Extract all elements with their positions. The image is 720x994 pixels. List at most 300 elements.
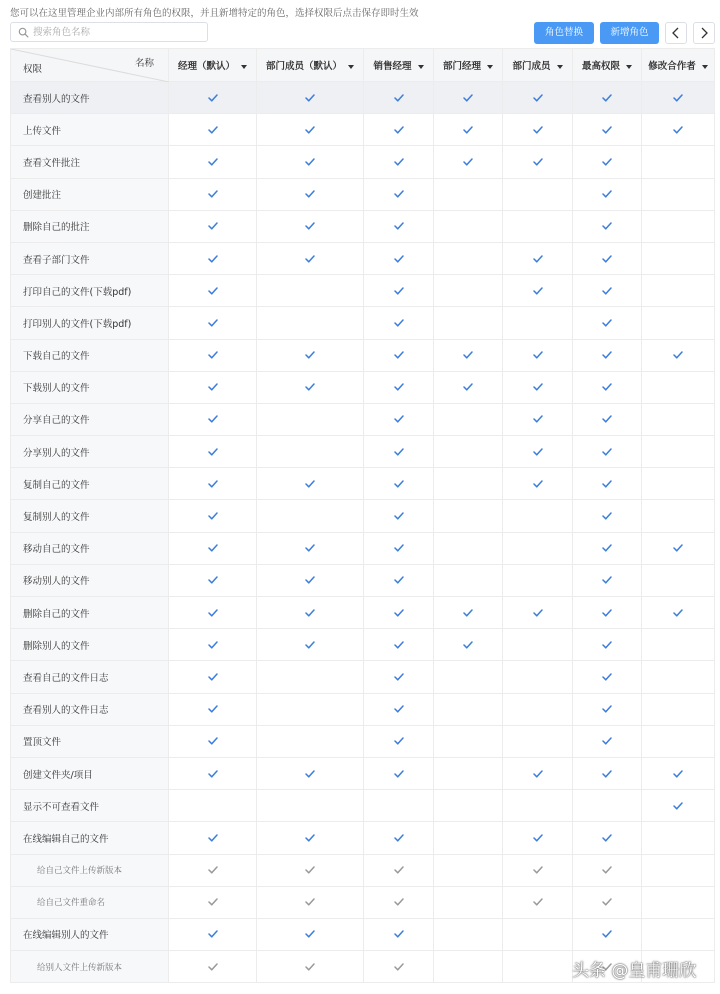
permission-cell[interactable] — [642, 564, 715, 596]
permission-cell[interactable] — [257, 146, 364, 178]
permission-cell[interactable] — [169, 532, 257, 564]
checkmark-icon — [463, 351, 473, 359]
permission-cell[interactable] — [257, 757, 364, 789]
permission-cell[interactable] — [364, 242, 434, 274]
permission-label: 下载别人的文件 — [11, 371, 169, 403]
permission-cell[interactable] — [169, 403, 257, 435]
permission-cell[interactable] — [257, 886, 364, 918]
permission-cell[interactable] — [257, 500, 364, 532]
permission-cell[interactable] — [364, 307, 434, 339]
permission-cell[interactable] — [642, 661, 715, 693]
permission-cell[interactable] — [573, 886, 642, 918]
checkmark-icon — [533, 898, 543, 906]
permission-cell[interactable] — [434, 468, 503, 500]
checkmark-icon — [208, 158, 218, 166]
permission-cell[interactable] — [169, 242, 257, 274]
permission-cell[interactable] — [573, 403, 642, 435]
permission-cell[interactable] — [503, 275, 573, 307]
permission-cell[interactable] — [169, 307, 257, 339]
permission-cell[interactable] — [364, 757, 434, 789]
permission-cell[interactable] — [503, 436, 573, 468]
checkmark-icon — [394, 448, 404, 456]
checkmark-icon — [533, 609, 543, 617]
permission-cell[interactable] — [257, 532, 364, 564]
permission-cell[interactable] — [169, 114, 257, 146]
permission-cell[interactable] — [573, 500, 642, 532]
checkmark-icon — [305, 576, 315, 584]
permission-cell[interactable] — [364, 822, 434, 854]
checkmark-icon — [602, 898, 612, 906]
permission-cell[interactable] — [503, 114, 573, 146]
table-row — [11, 725, 715, 757]
permission-cell[interactable] — [169, 693, 257, 725]
permission-cell[interactable] — [434, 371, 503, 403]
table-row — [11, 757, 715, 789]
permission-cell[interactable] — [169, 146, 257, 178]
permission-cell[interactable] — [434, 82, 503, 114]
permission-cell[interactable] — [434, 146, 503, 178]
permission-cell[interactable] — [257, 854, 364, 886]
permission-cell[interactable] — [257, 597, 364, 629]
permission-cell[interactable] — [642, 790, 715, 822]
permission-cell[interactable] — [169, 436, 257, 468]
checkmark-icon — [602, 512, 612, 520]
permission-cell[interactable] — [434, 403, 503, 435]
table-row — [11, 307, 715, 339]
permission-cell[interactable] — [364, 693, 434, 725]
permission-cell[interactable] — [257, 693, 364, 725]
checkmark-icon — [208, 576, 218, 584]
checkmark-icon — [208, 834, 218, 842]
permission-label: 分享别人的文件 — [11, 436, 169, 468]
role-header-0[interactable] — [169, 49, 257, 82]
checkmark-icon — [394, 126, 404, 134]
permission-cell[interactable] — [503, 178, 573, 210]
dropdown-caret-icon[interactable] — [626, 65, 632, 69]
permission-cell[interactable] — [434, 854, 503, 886]
checkmark-icon — [394, 866, 404, 874]
dropdown-caret-icon[interactable] — [557, 65, 563, 69]
permission-cell[interactable] — [503, 790, 573, 822]
permission-label: 在线编辑别人的文件 — [11, 918, 169, 950]
permission-cell[interactable] — [364, 500, 434, 532]
add-role-button[interactable]: 新增角色 — [600, 22, 659, 44]
permission-cell[interactable] — [642, 339, 715, 371]
permission-label: 复制自己的文件 — [11, 468, 169, 500]
permission-cell[interactable] — [169, 82, 257, 114]
permission-cell[interactable] — [573, 822, 642, 854]
permission-cell[interactable] — [257, 114, 364, 146]
permission-cell[interactable] — [434, 629, 503, 661]
permission-cell[interactable] — [573, 307, 642, 339]
dropdown-caret-icon[interactable] — [702, 65, 708, 69]
permission-cell[interactable] — [573, 854, 642, 886]
checkmark-icon — [305, 898, 315, 906]
permission-cell[interactable] — [364, 178, 434, 210]
checkmark-icon — [463, 158, 473, 166]
permission-cell[interactable] — [169, 661, 257, 693]
permission-cell[interactable] — [257, 371, 364, 403]
permission-cell[interactable] — [503, 757, 573, 789]
checkmark-icon — [305, 480, 315, 488]
permission-cell[interactable] — [169, 371, 257, 403]
permission-cell[interactable] — [503, 886, 573, 918]
switch-role-button[interactable]: 角色替换 — [534, 22, 594, 44]
permission-cell[interactable] — [642, 82, 715, 114]
checkmark-icon — [394, 770, 404, 778]
permission-cell[interactable] — [364, 532, 434, 564]
permission-cell[interactable] — [364, 951, 434, 983]
checkmark-icon — [208, 287, 218, 295]
permission-cell[interactable] — [434, 339, 503, 371]
table-row — [11, 339, 715, 371]
permission-cell[interactable] — [257, 339, 364, 371]
checkmark-icon — [305, 866, 315, 874]
permission-cell[interactable] — [503, 854, 573, 886]
dropdown-caret-icon[interactable] — [348, 65, 354, 69]
permission-cell[interactable] — [364, 564, 434, 596]
checkmark-icon — [305, 544, 315, 552]
checkmark-icon — [208, 383, 218, 391]
permission-cell[interactable] — [169, 886, 257, 918]
permission-cell[interactable] — [169, 918, 257, 950]
permission-cell[interactable] — [364, 597, 434, 629]
checkmark-icon — [208, 351, 218, 359]
checkmark-icon — [533, 94, 543, 102]
table-row — [11, 275, 715, 307]
permission-label: 复制别人的文件 — [11, 500, 169, 532]
permission-cell[interactable] — [573, 661, 642, 693]
table-row — [11, 82, 715, 114]
permission-cell[interactable] — [364, 275, 434, 307]
checkmark-icon — [394, 190, 404, 198]
permission-cell[interactable] — [642, 918, 715, 950]
permission-cell[interactable] — [169, 597, 257, 629]
checkmark-icon — [602, 94, 612, 102]
permission-cell[interactable] — [434, 307, 503, 339]
permission-cell[interactable] — [434, 951, 503, 983]
dropdown-caret-icon[interactable] — [418, 65, 424, 69]
permission-cell[interactable] — [169, 790, 257, 822]
permission-cell[interactable] — [257, 468, 364, 500]
checkmark-icon — [602, 834, 612, 842]
permission-cell[interactable] — [503, 725, 573, 757]
permission-cell[interactable] — [642, 725, 715, 757]
permission-cell[interactable] — [573, 210, 642, 242]
checkmark-icon — [463, 126, 473, 134]
permission-cell[interactable] — [434, 242, 503, 274]
permission-cell[interactable] — [503, 564, 573, 596]
permission-cell[interactable] — [503, 242, 573, 274]
checkmark-icon — [305, 351, 315, 359]
permission-cell[interactable] — [642, 114, 715, 146]
permission-cell[interactable] — [503, 403, 573, 435]
checkmark-icon — [394, 963, 404, 971]
chevron-right-icon — [699, 27, 709, 39]
permission-cell[interactable] — [642, 629, 715, 661]
table-row — [11, 146, 715, 178]
permission-cell[interactable] — [169, 468, 257, 500]
permission-cell[interactable] — [642, 275, 715, 307]
permission-cell[interactable] — [573, 757, 642, 789]
permission-cell[interactable] — [364, 371, 434, 403]
permission-cell[interactable] — [169, 275, 257, 307]
role-header-1[interactable] — [257, 49, 364, 82]
dropdown-caret-icon[interactable] — [241, 65, 247, 69]
checkmark-icon — [208, 480, 218, 488]
permission-cell[interactable] — [364, 790, 434, 822]
checkmark-icon — [208, 770, 218, 778]
permission-cell[interactable] — [434, 178, 503, 210]
permission-cell[interactable] — [257, 918, 364, 950]
permission-cell[interactable] — [573, 436, 642, 468]
permission-cell[interactable] — [364, 114, 434, 146]
permission-cell[interactable] — [642, 693, 715, 725]
permission-cell[interactable] — [573, 918, 642, 950]
permission-cell[interactable] — [573, 597, 642, 629]
permission-cell[interactable] — [169, 725, 257, 757]
permission-cell[interactable] — [642, 532, 715, 564]
permission-cell[interactable] — [364, 468, 434, 500]
table-row — [11, 661, 715, 693]
permission-cell[interactable] — [503, 210, 573, 242]
permission-cell[interactable] — [642, 500, 715, 532]
checkmark-icon — [602, 287, 612, 295]
role-header-6[interactable] — [642, 49, 715, 82]
permission-cell[interactable] — [642, 242, 715, 274]
permission-cell[interactable] — [364, 886, 434, 918]
permission-cell[interactable] — [434, 725, 503, 757]
checkmark-icon — [673, 609, 683, 617]
permission-cell[interactable] — [169, 757, 257, 789]
role-header-5[interactable] — [573, 49, 642, 82]
permission-cell[interactable] — [257, 564, 364, 596]
permission-label: 显示不可查看文件 — [11, 790, 169, 822]
permission-cell[interactable] — [642, 210, 715, 242]
permission-label: 给自己文件重命名 — [11, 886, 169, 918]
permission-cell[interactable] — [573, 468, 642, 500]
permission-cell[interactable] — [169, 951, 257, 983]
checkmark-icon — [208, 94, 218, 102]
permission-cell[interactable] — [503, 822, 573, 854]
permission-cell[interactable] — [642, 403, 715, 435]
permission-cell[interactable] — [434, 564, 503, 596]
permission-cell[interactable] — [503, 597, 573, 629]
role-name: 最高权限 — [581, 61, 620, 72]
permission-cell[interactable] — [257, 242, 364, 274]
permission-header-label: 权限 — [23, 64, 43, 75]
permission-cell[interactable] — [573, 693, 642, 725]
permission-cell[interactable] — [257, 436, 364, 468]
permission-cell[interactable] — [503, 146, 573, 178]
scroll-right-button[interactable] — [693, 22, 715, 44]
permission-cell[interactable] — [434, 886, 503, 918]
dropdown-caret-icon[interactable] — [487, 65, 493, 69]
permission-cell[interactable] — [642, 307, 715, 339]
permission-cell[interactable] — [257, 82, 364, 114]
permission-cell[interactable] — [364, 436, 434, 468]
table-row — [11, 597, 715, 629]
search-icon — [18, 27, 29, 38]
permission-cell[interactable] — [503, 339, 573, 371]
permission-cell[interactable] — [257, 178, 364, 210]
checkmark-icon — [305, 126, 315, 134]
permission-label: 删除自己的批注 — [11, 210, 169, 242]
permission-cell[interactable] — [434, 790, 503, 822]
permission-label: 查看子部门文件 — [11, 242, 169, 274]
permission-cell[interactable] — [434, 597, 503, 629]
permission-cell[interactable] — [573, 532, 642, 564]
permission-cell[interactable] — [169, 564, 257, 596]
permission-cell[interactable] — [573, 178, 642, 210]
permission-table-body — [11, 82, 715, 983]
permission-cell[interactable] — [364, 403, 434, 435]
permission-cell[interactable] — [364, 661, 434, 693]
permission-cell[interactable] — [642, 436, 715, 468]
permission-cell[interactable] — [503, 661, 573, 693]
checkmark-icon — [394, 351, 404, 359]
permission-cell[interactable] — [434, 210, 503, 242]
permission-cell[interactable] — [503, 629, 573, 661]
permission-cell[interactable] — [257, 951, 364, 983]
permission-cell[interactable] — [642, 822, 715, 854]
permission-cell[interactable] — [434, 661, 503, 693]
permission-cell[interactable] — [503, 500, 573, 532]
checkmark-icon — [533, 415, 543, 423]
permission-cell[interactable] — [503, 82, 573, 114]
checkmark-icon — [394, 383, 404, 391]
permission-cell[interactable] — [573, 146, 642, 178]
checkmark-icon — [208, 705, 218, 713]
permission-cell[interactable] — [364, 629, 434, 661]
permission-cell[interactable] — [364, 146, 434, 178]
permission-cell[interactable] — [503, 532, 573, 564]
permission-cell[interactable] — [169, 822, 257, 854]
checkmark-icon — [673, 770, 683, 778]
permission-cell[interactable] — [642, 468, 715, 500]
permission-cell[interactable] — [573, 275, 642, 307]
permission-cell[interactable] — [257, 275, 364, 307]
permission-cell[interactable] — [364, 918, 434, 950]
permission-cell[interactable] — [573, 725, 642, 757]
permission-cell[interactable] — [642, 178, 715, 210]
permission-cell[interactable] — [573, 629, 642, 661]
permission-cell[interactable] — [169, 178, 257, 210]
permission-cell[interactable] — [434, 500, 503, 532]
checkmark-icon — [602, 930, 612, 938]
permission-cell[interactable] — [503, 693, 573, 725]
role-header-2[interactable] — [364, 49, 434, 82]
permission-cell[interactable] — [257, 661, 364, 693]
permission-cell[interactable] — [503, 307, 573, 339]
permission-cell[interactable] — [257, 790, 364, 822]
role-header-4[interactable] — [503, 49, 573, 82]
permission-cell[interactable] — [257, 210, 364, 242]
checkmark-icon — [394, 319, 404, 327]
role-search-box[interactable] — [10, 22, 208, 42]
table-row — [11, 178, 715, 210]
permission-cell[interactable] — [642, 757, 715, 789]
permission-cell[interactable] — [364, 725, 434, 757]
permission-cell[interactable] — [169, 629, 257, 661]
permission-cell[interactable] — [364, 210, 434, 242]
permission-cell[interactable] — [434, 275, 503, 307]
permission-cell[interactable] — [434, 757, 503, 789]
permission-cell[interactable] — [503, 468, 573, 500]
permission-cell[interactable] — [257, 307, 364, 339]
table-row — [11, 790, 715, 822]
permission-cell[interactable] — [573, 242, 642, 274]
permission-cell[interactable] — [503, 371, 573, 403]
permission-cell[interactable] — [169, 339, 257, 371]
permission-cell[interactable] — [573, 371, 642, 403]
permission-cell[interactable] — [257, 403, 364, 435]
role-search-input[interactable] — [33, 24, 203, 40]
permission-cell[interactable] — [573, 564, 642, 596]
permission-cell[interactable] — [642, 371, 715, 403]
permission-cell[interactable] — [257, 725, 364, 757]
scroll-left-button[interactable] — [665, 22, 687, 44]
checkmark-icon — [602, 448, 612, 456]
permission-cell[interactable] — [434, 436, 503, 468]
checkmark-icon — [602, 866, 612, 874]
permission-cell[interactable] — [169, 500, 257, 532]
permission-cell[interactable] — [503, 951, 573, 983]
checkmark-icon — [533, 770, 543, 778]
permission-cell[interactable] — [364, 82, 434, 114]
checkmark-icon — [533, 351, 543, 359]
permission-cell[interactable] — [434, 822, 503, 854]
permission-cell[interactable] — [364, 339, 434, 371]
permission-cell[interactable] — [434, 693, 503, 725]
permission-cell[interactable] — [573, 790, 642, 822]
permission-cell[interactable] — [169, 854, 257, 886]
permission-cell[interactable] — [642, 886, 715, 918]
checkmark-icon — [533, 448, 543, 456]
table-row — [11, 854, 715, 886]
permission-cell[interactable] — [573, 339, 642, 371]
permission-cell[interactable] — [257, 629, 364, 661]
permission-cell[interactable] — [434, 918, 503, 950]
permission-label: 移动自己的文件 — [11, 532, 169, 564]
table-row — [11, 114, 715, 146]
checkmark-icon — [305, 770, 315, 778]
table-row — [11, 371, 715, 403]
checkmark-icon — [602, 319, 612, 327]
permission-cell[interactable] — [642, 597, 715, 629]
name-header-label: 名称 — [134, 58, 154, 69]
permission-cell[interactable] — [503, 918, 573, 950]
checkmark-icon — [394, 898, 404, 906]
permission-cell[interactable] — [573, 82, 642, 114]
permission-cell[interactable] — [573, 114, 642, 146]
checkmark-icon — [208, 415, 218, 423]
permission-cell[interactable] — [257, 822, 364, 854]
role-header-3[interactable] — [434, 49, 503, 82]
checkmark-icon — [394, 737, 404, 745]
permission-label: 给自己文件上传新版本 — [11, 854, 169, 886]
permission-cell[interactable] — [434, 532, 503, 564]
permission-cell[interactable] — [434, 114, 503, 146]
checkmark-icon — [394, 834, 404, 842]
permission-cell[interactable] — [364, 854, 434, 886]
role-name: 部门经理 — [442, 61, 481, 72]
permission-label: 查看自己的文件日志 — [11, 661, 169, 693]
permission-cell[interactable] — [642, 146, 715, 178]
checkmark-icon — [208, 255, 218, 263]
permission-cell[interactable] — [169, 210, 257, 242]
permission-cell[interactable] — [642, 854, 715, 886]
